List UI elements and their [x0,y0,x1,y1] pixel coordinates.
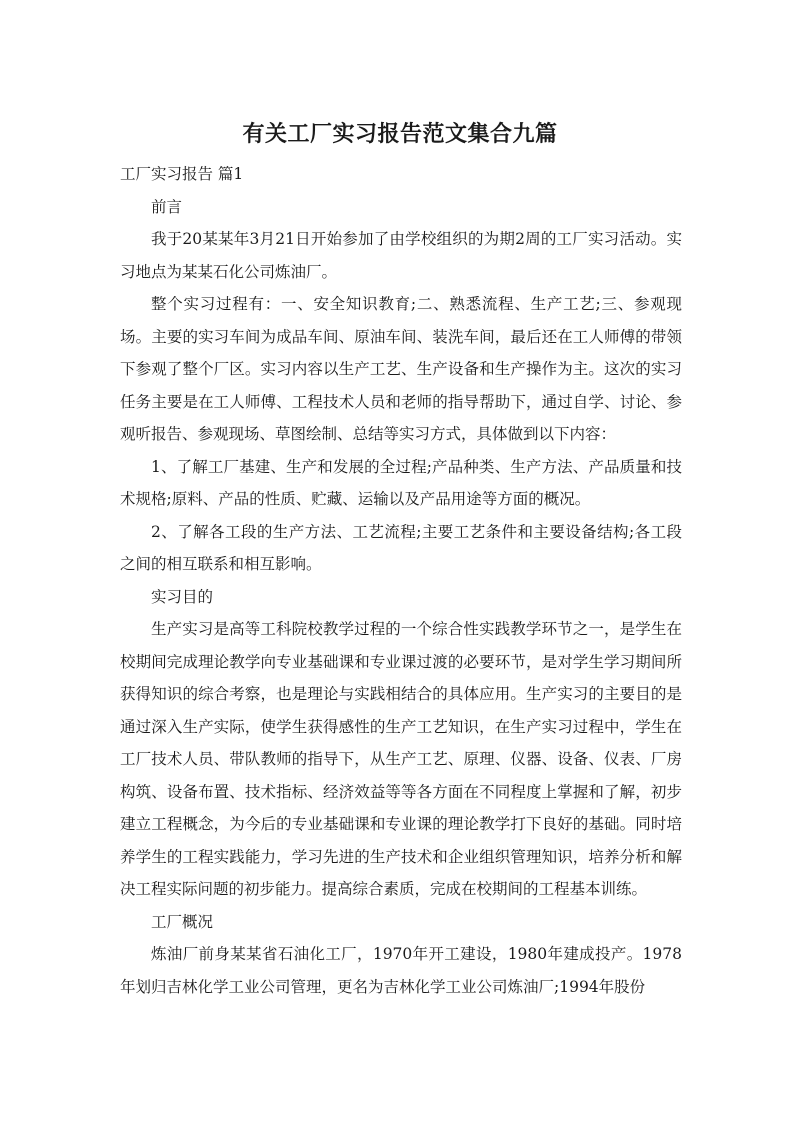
document-body [120,158,682,1003]
section-label: 工厂实习报告 篇1 [120,165,244,183]
paragraph-factory-heading: 工厂概况 [151,912,214,931]
paragraph-item-2: 2、了解各工段的生产方法、工艺流程;主要工艺条件和主要设备结构;各工段之间的相互联系和相互影响。 [120,522,682,573]
paragraph-intro: 我于20某某年3月21日开始参加了由学校组织的为期2周的工厂实习活动。实习地点为某某石化公司炼油厂。 [120,230,682,281]
paragraph-item-1: 1、了解工厂基建、生产和发展的全过程;产品种类、生产方法、产品质量和技术规格;原料、产品的性质、贮藏、运输以及产品用途等方面的概况。 [120,457,682,508]
paragraph-process: 整个实习过程有：一、安全知识教育;二、熟悉流程、生产工艺;三、参观现场。主要的实习车间为成品车间、原油车间、装洗车间，最后还在工人师傅的带领下参观了整个厂区。实习内容以生产工艺、生产设备和生产操作为主。这次的实习任务主要是在工人师傅、工程技术人员和老师的指导帮助下，通过自学、讨论、参观听报告、参观现场、草图绘制、总结等实习方式，具体做到以下内容： [120,295,682,443]
paragraph-purpose-heading: 实习目的 [151,587,214,606]
paragraph-preface-heading: 前言 [151,197,183,216]
paragraph-factory: 炼油厂前身某某省石油化工厂，1970年开工建设，1980年建成投产。1978年划归吉林化学工业公司管理，更名为吉林化学工业公司炼油厂;1994年股份 [120,945,682,996]
paragraph-purpose: 生产实习是高等工科院校教学过程的一个综合性实践教学环节之一，是学生在校期间完成理论教学向专业基础课和专业课过渡的必要环节，是对学生学习期间所获得知识的综合考察，也是理论与实践相结合的具体应用。生产实习的主要目的是通过深入生产实际，使学生获得感性的生产工艺知识，在生产实习过程中，学生在工厂技术人员、带队教师的指导下，从生产工艺、原理、仪器、设备、仪表、厂房构筑、设备布置、技术指标、经济效益等等各方面在不同程度上掌握和了解，初步建立工程概念，为今后的专业基础课和专业课的理论教学打下良好的基础。同时培养学生的工程实践能力，学习先进的生产技术和企业组织管理知识，培养分析和解决工程实际问题的初步能力。提高综合素质，完成在校期间的工程基本训练。 [120,620,682,898]
document-title: 有关工厂实习报告范文集合九篇 [242,122,558,147]
